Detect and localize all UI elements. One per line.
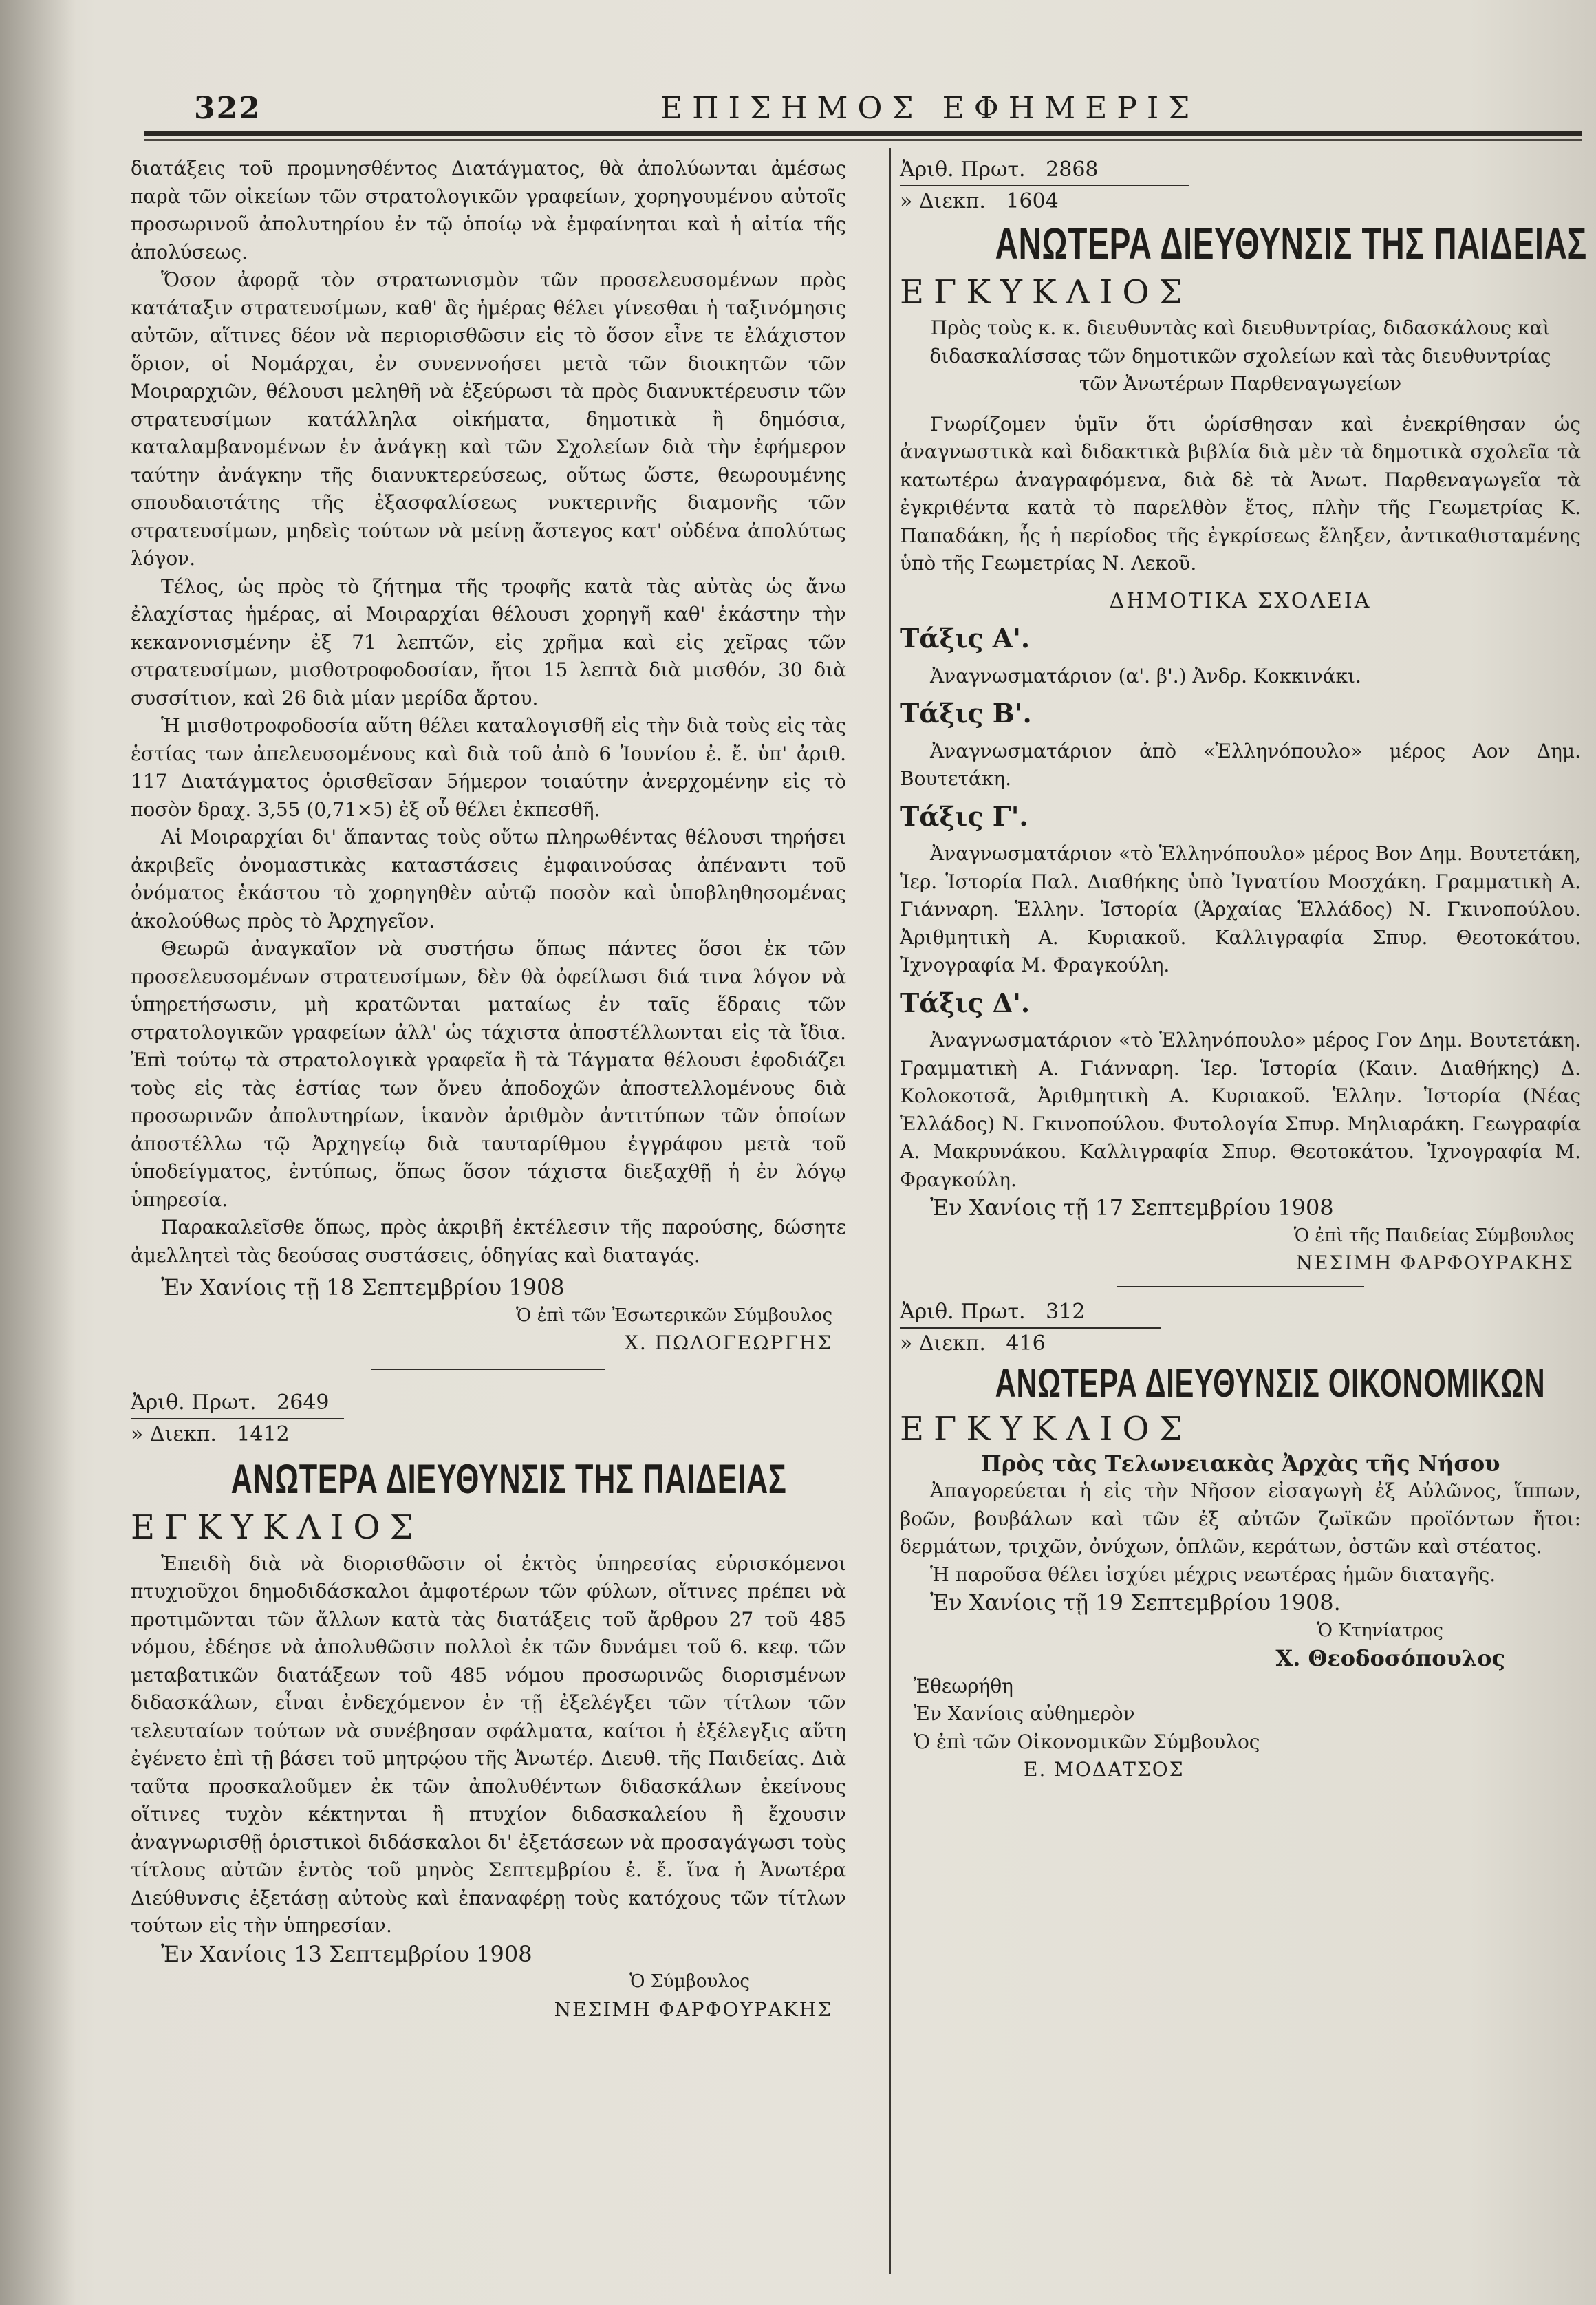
section-subheading: ΕΓΚΥΚΛΙΟΣ — [131, 1508, 423, 1547]
paragraph: Ἐπειδὴ διὰ νὰ διορισθῶσιν οἱ ἐκτὸς ὑπηρεσίας εὑρισκόμενοι πτυχιοῦχοι δημοδιδάσκαλοι ἀμφοτέρων τῶν φύλων, οἵτινες πρέπει νὰ προτιμῶνται τῶν ἄλλων κατὰ τὰς διατάξεις τοῦ ἄρθρου 27 τοῦ 485 νόμου, ἐδέησε νὰ ἀπολυθῶσιν πολλοὶ ἐκ τῶν δυνάμει τοῦ 6. κεφ. τῶν μεταβατικῶν διατάξεων τοῦ 485 νόμου προσωρινῶς διορισμένων διδασκάλων, εἶναι ἐνδεχόμενον ἐν τῇ ἐξελέγξει τῶν τίτλων τῶν τελευταίων τούτων νὰ συνέβησαν σφάλματα, καίτοι ἡ ἐξέλεγξις αὕτη ἐγένετο ἐπὶ τῇ βάσει τοῦ μητρῴου τῆς Ἀνωτέρ. Διευθ. τῆς Παιδείας. Διὰ ταῦτα προσκαλοῦμεν ἐκ τῶν ἀπολυθέντων διδασκάλων ἐκείνους οἵτινες τυχὸν κέκτηνται ἢ πτυχίον διδασκαλείου ἢ ἔχουσιν ἀναγνωρισθῇ ὁριστικοὶ διδάσκαλοι δι' ἐξετάσεων νὰ προσαγάγωσι τοὺς τίτλους αὐτῶν ἐντὸς τοῦ μηνὸς Σεπτεμβρίου ἐ. ἔ. ἵνα ἡ Ἀνωτέρα Διεύθυνσις ἐξετάσῃ αὐτοὺς καὶ ἐπαναφέρῃ τοὺς κατόχους τῶν τίτλων τούτων εἰς τὴν ὑπηρεσίαν. — [131, 1552, 846, 1937]
class-heading: Τάξις Γ'. — [900, 800, 1028, 832]
endorsement-role: Ὁ ἐπὶ τῶν Οἰκονομικῶν Σύμβουλος — [914, 1730, 1260, 1753]
protocol-value: 312 — [1046, 1299, 1086, 1324]
addressee: Πρὸς τοὺς κ. κ. διευθυντὰς καὶ διευθυντρίας, διδασκάλους καὶ διδασκαλίσσας τῶν δημοτικῶν σχολείων καὶ τὰς διευθυντρίας τῶν Ἀνωτέρων Παρθεναγωγείων — [929, 317, 1551, 395]
section-heading: ΑΝΩΤΕΡΑ ΔΙΕΥΘΥΝΣΙΣ ΤΗΣ ΠΑΙΔΕΙΑΣ — [230, 1455, 787, 1502]
paragraph: Θεωρῶ ἀναγκαῖον νὰ συστήσω ὅπως πάντες ὅσοι ἐκ τῶν προσελευσομένων στρατευσίμων, δὲν θὰ ὀφείλωσι διά τινα λόγον νὰ ὑπηρετήσωσιν, μὴ κρατῶνται ματαίως ἐν ταῖς ἕδραις τῶν στρατολογικῶν γραφείων ἀλλ' ὡς τάχιστα ἀποστέλλωνται εἰς τὰ ἴδια. Ἐπὶ τούτῳ τὰ στρατολογικὰ γραφεῖα ἢ τὰ Τάγματα θέλουσι ἐφοδιάζει τοὺς εἰς τὰς ἑστίας των ὄνευ ἀποδοχῶν ἀποστελλομένους διὰ προσωρινῶν ἀπολυτηρίων, ἱκανὸν ἀριθμὸν ἀντιτύπων τῶν ὁποίων ἀποστέλλω τῷ Ἀρχηγείῳ διὰ ταυταρίθμου ἐγγράφου μετὰ τοῦ ὑποδείγματος, ἐντύπως, ὅπως ὅσον τάχιστα διεξαχθῇ ἡ ἐν λόγῳ ὑπηρεσία. — [131, 937, 846, 1211]
class-books: Ἀναγνωσματάριον «τὸ Ἑλληνόπουλο» μέρος Γον Δημ. Βουτετάκη. Γραμματικὴ Α. Γιάνναρη. Ἱερ. Ἱστορία (Καιν. Διαθήκης) Δ. Κολοκοτσᾶ, Ἀριθμητικὴ Α. Κυριακοῦ. Ἑλλην. Ἱστορία (Νέας Ἑλλάδος) Ν. Γκινοπούλου. Φυτολογία Σπυρ. Μηλιαράκη. Γεωγραφία Α. Μακρυνάκου. Καλλιγραφία Σπυρ. Θεοτοκάτου. Ἰχνογραφία Μ. Φραγκούλη. — [900, 1029, 1581, 1191]
dispatch-value: 416 — [1006, 1331, 1046, 1355]
endorsement-date: Ἐν Χανίοις αὐθημερὸν — [914, 1702, 1135, 1725]
section-heading: ΑΝΩΤΕΡΑ ΔΙΕΥΘΥΝΣΙΣ ΤΗΣ ΠΑΙΔΕΙΑΣ — [995, 219, 1587, 268]
paragraph: Παρακαλεῖσθε ὅπως, πρὸς ἀκριβῆ ἐκτέλεσιν τῆς παρούσης, δώσητε ἀμελλητεὶ τὰς δεούσας συστάσεις, ὁδηγίας καὶ διαταγάς. — [131, 1216, 846, 1267]
header-rule — [144, 131, 1582, 136]
dispatch-label: » Διεκπ. — [900, 189, 986, 213]
separator-rule — [371, 1369, 605, 1370]
date-line: Ἐν Χανίοις τῇ 17 Σεπτεμβρίου 1908 — [930, 1194, 1334, 1221]
paragraph: Ἡ παροῦσα θέλει ἰσχύει μέχρις νεωτέρας ἡμῶν διαταγῆς. — [930, 1563, 1496, 1586]
school-heading: ΔΗΜΟΤΙΚΑ ΣΧΟΛΕΙΑ — [1109, 588, 1372, 613]
class-books: Ἀναγνωσματάριον (α'. β'.) Ἀνδρ. Κοκκινάκι. — [930, 664, 1361, 687]
paragraph: Γνωρίζομεν ὑμῖν ὅτι ὡρίσθησαν καὶ ἐνεκρίθησαν ὡς ἀναγνωστικὰ καὶ διδακτικὰ βιβλία διὰ μὲν τὰ δημοτικὰ σχολεῖα τὰ κατωτέρω ἀναγραφόμενα, διὰ δὲ τὰ Ἀνωτ. Παρθεναγωγεῖα τὰ ἐγκριθέντα κατὰ τὸ παρελθὸν ἔτος, πλὴν τῆς Γεωμετρίας Κ. Παπαδάκη, ἧς ἡ περίοδος τῆς ἐγκρίσεως ἔληξεν, ἀντικαθισταμένης ὑπὸ τῆς Γεωμετρίας Ν. Λεκοῦ. — [900, 412, 1581, 575]
dispatch-label: » Διεκπ. — [900, 1331, 986, 1355]
signature-role: Ὁ Κτηνίατρος — [1317, 1620, 1443, 1641]
page-number: 322 — [194, 91, 261, 126]
signature-name: Χ. ΠΩΛΟΓΕΩΡΓΗΣ — [624, 1331, 832, 1354]
date-line: Ἐν Χανίοις τῇ 19 Σεπτεμβρίου 1908. — [930, 1589, 1341, 1616]
dispatch-label: » Διεκπ. — [131, 1422, 217, 1446]
header-rule-thin — [144, 139, 1582, 141]
endorsement: Ἐθεωρήθη — [914, 1674, 1013, 1697]
signature-name: ΝΕΣΙΜΗ ΦΑΡΦΟΥΡΑΚΗΣ — [554, 1997, 832, 2021]
signature-role: Ὁ Σύμβουλος — [629, 1971, 750, 1992]
signature-role: Ὁ ἐπὶ τῆς Παιδείας Σύμβουλος — [1293, 1225, 1574, 1246]
left-column — [131, 155, 846, 2024]
protocol-label: Ἀριθ. Πρωτ. — [900, 158, 1026, 182]
class-books: Ἀναγνωσματάριον «τὸ Ἑλληνόπουλο» μέρος Βον Δημ. Βουτετάκη, Ἱερ. Ἱστορία Παλ. Διαθήκης ὑπὸ Ἰγνατίου Μοσχάκη. Γραμματικὴ Α. Γιάνναρη. Ἑλλην. Ἱστορία (Ἀρχαίας Ἑλλάδος) Ν. Γκινοπούλου. Ἀριθμητικὴ Α. Κυριακοῦ. Καλλιγραφία Σπυρ. Θεοτοκάτου. Ἰχνογραφία Μ. Φραγκούλη. — [900, 842, 1581, 976]
paragraph: Ἡ μισθοτροφοδοσία αὕτη θέλει καταλογισθῆ εἰς τὴν διὰ τοὺς εἰς τὰς ἑστίας των ἀπελευσομένους καὶ διὰ τοῦ ἀπὸ 6 Ἰουνίου ἐ. ἔ. ὑπ' ἀριθ. 117 Διατάγματος ὁρισθεῖσαν 5ήμερον τοιαύτην ἀνερχομένην εἰς τὸ ποσὸν δραχ. 3,55 (0,71×5) ἐξ οὗ θέλει ἐκπεσθῆ. — [131, 714, 846, 821]
column-divider — [889, 148, 891, 2274]
section-heading: ΑΝΩΤΕΡΑ ΔΙΕΥΘΥΝΣΙΣ ΟΙΚΟΝΟΜΙΚΩΝ — [995, 1360, 1546, 1406]
dispatch-number — [131, 1419, 846, 1450]
protocol-number — [900, 155, 1581, 185]
date-line: Ἐν Χανίοις 13 Σεπτεμβρίου 1908 — [161, 1940, 532, 1967]
section-subheading: ΕΓΚΥΚΛΙΟΣ — [900, 273, 1192, 312]
addressee: Πρὸς τὰς Τελωνειακὰς Ἀρχὰς τῆς Νήσου — [980, 1450, 1500, 1477]
dispatch-number — [900, 186, 1581, 217]
section-subheading: ΕΓΚΥΚΛΙΟΣ — [900, 1409, 1192, 1448]
right-column — [900, 155, 1587, 1784]
gazette-title: ΕΠΙΣΗΜΟΣ ΕΦΗΜΕΡΙΣ — [660, 91, 1200, 126]
protocol-label: Ἀριθ. Πρωτ. — [900, 1299, 1026, 1324]
protocol-number — [131, 1388, 846, 1418]
class-books: Ἀναγνωσματάριον ἀπὸ «Ἑλληνόπουλο» μέρος Αον Δημ. Βουτετάκη. — [900, 739, 1581, 790]
paragraph: Ἀπαγορεύεται ἡ εἰς τὴν Νῆσον εἰσαγωγὴ ἐξ Αὐλῶνος, ἵππων, βοῶν, βουβάλων καὶ τῶν ἐξ αὐτῶν ζωϊκῶν προϊόντων ἤτοι: δερμάτων, τριχῶν, ὀνύχων, ὁπλῶν, κεράτων, ὀστῶν καὶ στέατος. — [900, 1479, 1581, 1558]
paragraph: Τέλος, ὡς πρὸς τὸ ζήτημα τῆς τροφῆς κατὰ τὰς αὐτὰς ὡς ἄνω ἐλαχίστας ἡμέρας, αἱ Μοιραρχίαι θέλουσι χορηγῆ καθ' ἑκάστην τὴν κεκανονισμένην ἐξ 71 λεπτῶν, εἰς χρῆμα καὶ εἰς χεῖρας τῶν στρατευσίμων, μισθοτροφοδοσίαν, ἤτοι 15 λεπτὰ διὰ μισθόν, 30 διὰ συσσίτιον, καὶ 26 διὰ μίαν μερίδα ἄρτου. — [131, 575, 846, 709]
separator-rule — [1117, 1286, 1364, 1287]
signature-role: Ὁ ἐπὶ τῶν Ἐσωτερικῶν Σύμβουλος — [515, 1305, 832, 1326]
dispatch-value: 1412 — [237, 1422, 290, 1446]
protocol-label: Ἀριθ. Πρωτ. — [131, 1390, 257, 1415]
dispatch-value: 1604 — [1006, 189, 1059, 213]
protocol-value: 2649 — [277, 1390, 330, 1415]
protocol-value: 2868 — [1046, 158, 1099, 182]
paragraph: διατάξεις τοῦ προμνησθέντος Διατάγματος, θὰ ἀπολύωνται ἀμέσως παρὰ τῶν οἰκείων τῶν στρατολογικῶν γραφείων, χορηγουμένου αὐτοῖς προσωρινοῦ ἀπολυτηρίου ἐν τῷ ὁποίῳ νὰ ἐμφαίνηται καὶ ἡ αἰτία τῆς ἀπολύσεως. — [131, 157, 846, 264]
paragraph: Ὅσον ἀφορᾷ τὸν στρατωνισμὸν τῶν προσελευσομένων πρὸς κατάταξιν στρατευσίμων, καθ' ἃς ἡμέρας θέλει γίνεσθαι ἡ ταξινόμησις αὐτῶν, αἵτινες δέον νὰ περιορισθῶσιν εἰς τὸ ὅσον εἶνε τε ἐλάχιστον ὅριον, οἱ Νομάρχαι, ἐν συνεννοήσει μετὰ τῶν διοικητῶν τῶν Μοιραρχιῶν, θέλουσι μεληθῆ νὰ ἐξεύρωσι τὰ πρὸς διανυκτέρευσιν τῶν στρατευσίμων κατάλληλα οἰκήματα, δημοτικὰ ἢ δημόσια, καταλαμβανομένων ἐν ἀνάγκῃ καὶ τῶν Σχολείων διὰ τὴν ἐφήμερον ταύτην ἀνάγκην τῆς διανυκτερεύσεως, οὕτως ὥστε, θεωρουμένης σπουδαιοτάτης τῆς ἐξασφαλίσεως νυκτερινῆς διαμονῆς τῶν στρατευσίμων, μηδεὶς τούτων νὰ μείνῃ ἄστεγος κατ' οὐδένα ἀπολύτως λόγον. — [131, 268, 846, 570]
paragraph: Αἱ Μοιραρχίαι δι' ἅπαντας τοὺς οὕτω πληρωθέντας θέλουσι τηρήσει ἀκριβεῖς ὀνομαστικὰς καταστάσεις ἐμφαινούσας ἀπέναντι τοῦ ὀνόματος ἑκάστου τὸ χορηγηθὲν αὐτῷ ποσὸν καὶ ὑποβληθησομένας ἀκολούθως πρὸς τὸ Ἀρχηγεῖον. — [131, 826, 846, 932]
endorsement-name: Ε. ΜΟΔΑΤΣΟΣ — [1024, 1758, 1185, 1781]
class-heading: Τάξις Α'. — [900, 623, 1031, 654]
signature-name: Χ. Θεοδοσόπουλος — [1275, 1645, 1505, 1671]
dispatch-number — [900, 1329, 1581, 1359]
page-edge-shadow — [0, 0, 76, 2305]
class-heading: Τάξις Β'. — [900, 698, 1032, 729]
date-line: Ἐν Χανίοις τῇ 18 Σεπτεμβρίου 1908 — [161, 1274, 565, 1300]
signature-name: ΝΕΣΙΜΗ ΦΑΡΦΟΥΡΑΚΗΣ — [1295, 1252, 1574, 1274]
protocol-number — [900, 1297, 1581, 1327]
class-heading: Τάξις Δ'. — [900, 987, 1031, 1018]
